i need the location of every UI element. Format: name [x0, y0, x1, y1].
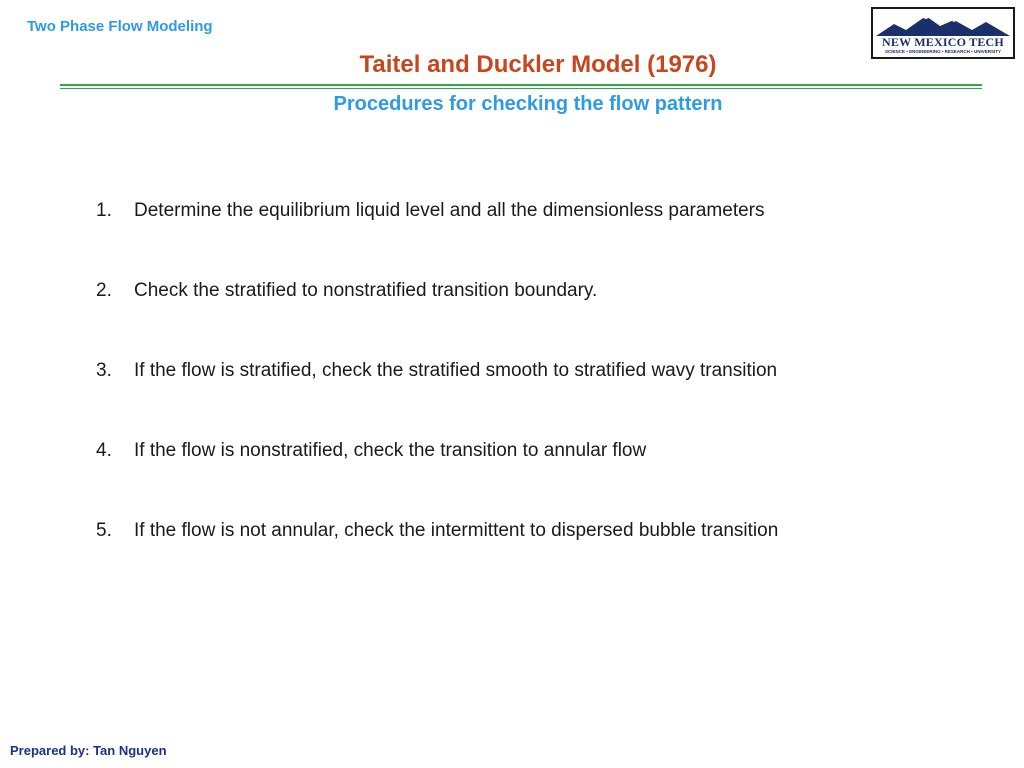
- step-number: 1.: [96, 200, 112, 221]
- step-text: If the flow is nonstratified, check the transition to annular flow: [134, 440, 647, 461]
- step-number: 5.: [96, 520, 112, 541]
- course-label: Two Phase Flow Modeling: [27, 18, 213, 35]
- step-text: If the flow is not annular, check the intermittent to dispersed bubble transition: [134, 520, 779, 541]
- step-text: If the flow is stratified, check the stratified smooth to stratified wavy transition: [134, 360, 778, 381]
- logo-tagline: SCIENCE • ENGINEERING • RESEARCH • UNIVERSITY: [885, 49, 1001, 54]
- step-text: Check the stratified to nonstratified transition boundary.: [134, 280, 598, 301]
- step-text: Determine the equilibrium liquid level and all the dimensionless parameters: [134, 200, 765, 221]
- step-number: 3.: [96, 360, 112, 381]
- step-number: 2.: [96, 280, 112, 301]
- new-mexico-tech-logo: [871, 7, 1015, 59]
- prepared-by-footer: Prepared by: Tan Nguyen: [10, 743, 167, 758]
- title-divider-thin: [60, 88, 982, 89]
- logo-name: NEW MEXICO TECH: [882, 35, 1004, 49]
- title-divider: [60, 84, 982, 86]
- mountain-logo-icon: [876, 12, 1010, 36]
- slide-subtitle: Procedures for checking the flow pattern: [333, 93, 723, 115]
- step-number: 4.: [96, 440, 112, 461]
- slide-title: Taitel and Duckler Model (1976): [359, 51, 717, 78]
